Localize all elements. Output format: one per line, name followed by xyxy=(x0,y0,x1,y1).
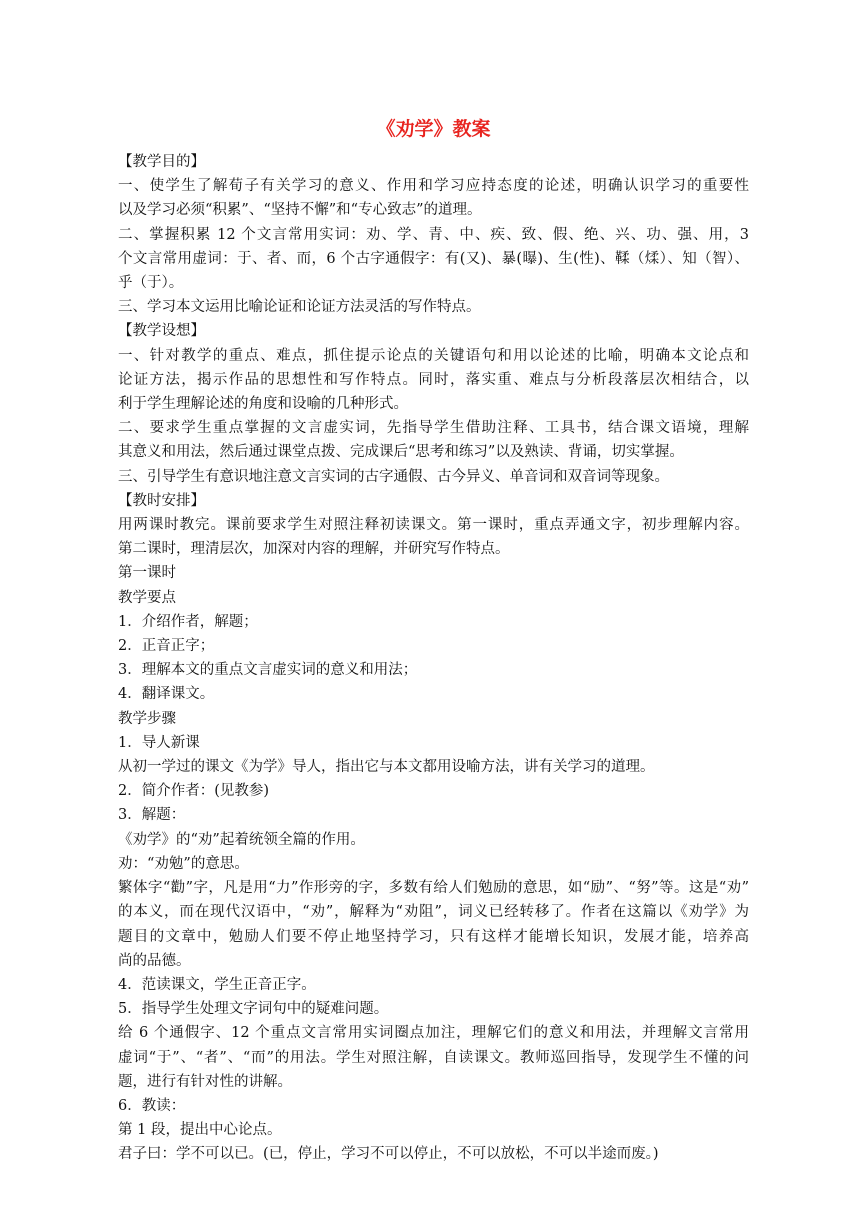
text-line: 一、针对教学的重点、难点，抓住提示论点的关键语句和用以论述的比喻，明确本文论点和 xyxy=(118,347,749,364)
text-line: 三、学习本文运用比喻论证和论证方法灵活的写作特点。 xyxy=(118,299,481,316)
text-line: 【教学设想】 xyxy=(118,323,205,340)
text-line: 2．正音正字； xyxy=(118,638,215,655)
text-line: 《劝学》的“劝”起着统领全篇的作用。 xyxy=(118,831,365,848)
text-line: 4．翻译课文。 xyxy=(118,686,215,703)
text-line: 三、引导学生有意识地注意文言实词的古字通假、古今异义、单音词和双音词等现象。 xyxy=(118,468,669,485)
text-line: 6．教读： xyxy=(118,1097,186,1114)
text-line: 2．简介作者：(见教参) xyxy=(118,783,270,800)
text-line: 其意义和用法，然后通过课堂点拨、完成课后“思考和练习”以及熟读、背诵，切实掌握。 xyxy=(118,444,684,461)
text-line: 的本义，而在现代汉语中，“劝”，解释为“劝阻”，词义已经转移了。作者在这篇以《劝学》为 xyxy=(118,904,749,921)
text-line: 题目的文章中，勉励人们要不停止地坚持学习，只有这样才能增长知识，发展才能，培养高 xyxy=(118,928,749,945)
text-line: 第一课时 xyxy=(118,565,176,582)
text-line: 二、要求学生重点掌握的文言虚实词，先指导学生借助注释、工具书，结合课文语境，理解 xyxy=(118,420,749,437)
text-line: 繁体字“勸”字，凡是用“力”作形旁的字，多数有给人们勉励的意思，如“励”、“努”等。这是“劝” xyxy=(118,880,749,897)
text-line: 以及学习必须“积累”、“坚持不懈”和“专心致志”的道理。 xyxy=(118,202,482,219)
text-line: 二、掌握积累 12 个文言常用实词：劝、学、青、中、疾、致、假、绝、兴、功、强、用，3 xyxy=(118,226,749,243)
text-line: 1．导人新课 xyxy=(118,734,200,751)
text-line: 教学要点 xyxy=(118,589,176,606)
text-line: 5．指导学生处理文字词句中的疑难问题。 xyxy=(118,1001,389,1018)
text-line: 教学步骤 xyxy=(118,710,176,727)
text-line: 给 6 个通假字、12 个重点文言常用实词圈点加注，理解它们的意义和用法，并理解文言常用 xyxy=(118,1025,749,1042)
text-line: 虚词“于”、“者”、“而”的用法。学生对照注解，自读课文。教师巡回指导，发现学生不懂的问 xyxy=(118,1049,749,1066)
text-line: 1．介绍作者，解题； xyxy=(118,613,258,630)
text-line: 3．理解本文的重点文言虚实词的意义和用法； xyxy=(118,662,418,679)
text-line: 个文言常用虚词：于、者、而，6 个古字通假字：有(又)、暴(曝)、生(性)、鞣（煣）、知（智）、 xyxy=(118,250,749,267)
text-line: 【教学目的】 xyxy=(118,154,205,170)
text-line: 用两课时教完。课前要求学生对照注释初读课文。第一课时，重点弄通文字，初步理解内容。 xyxy=(118,517,749,534)
document-title: 《劝学》教案 xyxy=(376,118,491,140)
text-line: 利于学生理解论述的角度和设喻的几种形式。 xyxy=(118,396,408,413)
text-line: 第二课时，理清层次，加深对内容的理解，并研究写作特点。 xyxy=(118,541,510,558)
text-line: 乎（于）。 xyxy=(118,275,184,292)
text-line: 3．解题： xyxy=(118,807,186,824)
text-line: 第 1 段，提出中心论点。 xyxy=(118,1122,282,1139)
text-line: 劝：“劝勉”的意思。 xyxy=(118,855,249,872)
text-line: 4．范读课文，学生正音正字。 xyxy=(118,976,316,993)
text-line: 论证方法，揭示作品的思想性和写作特点。同时，落实重、难点与分析段落层次相结合，以 xyxy=(118,371,749,388)
text-line: 君子曰：学不可以已。(已，停止，学习不可以停止，不可以放松，不可以半途而废。) xyxy=(118,1146,659,1163)
text-line: 尚的品德。 xyxy=(118,952,191,969)
text-line: 题，进行有针对性的讲解。 xyxy=(118,1073,292,1090)
text-line: 【教时安排】 xyxy=(118,492,205,509)
document-body xyxy=(118,150,749,1167)
text-line: 从初一学过的课文《为学》导人，指出它与本文都用设喻方法，讲有关学习的道理。 xyxy=(118,759,655,776)
text-line: 一、使学生了解荀子有关学习的意义、作用和学习应持态度的论述，明确认识学习的重要性 xyxy=(118,178,749,195)
